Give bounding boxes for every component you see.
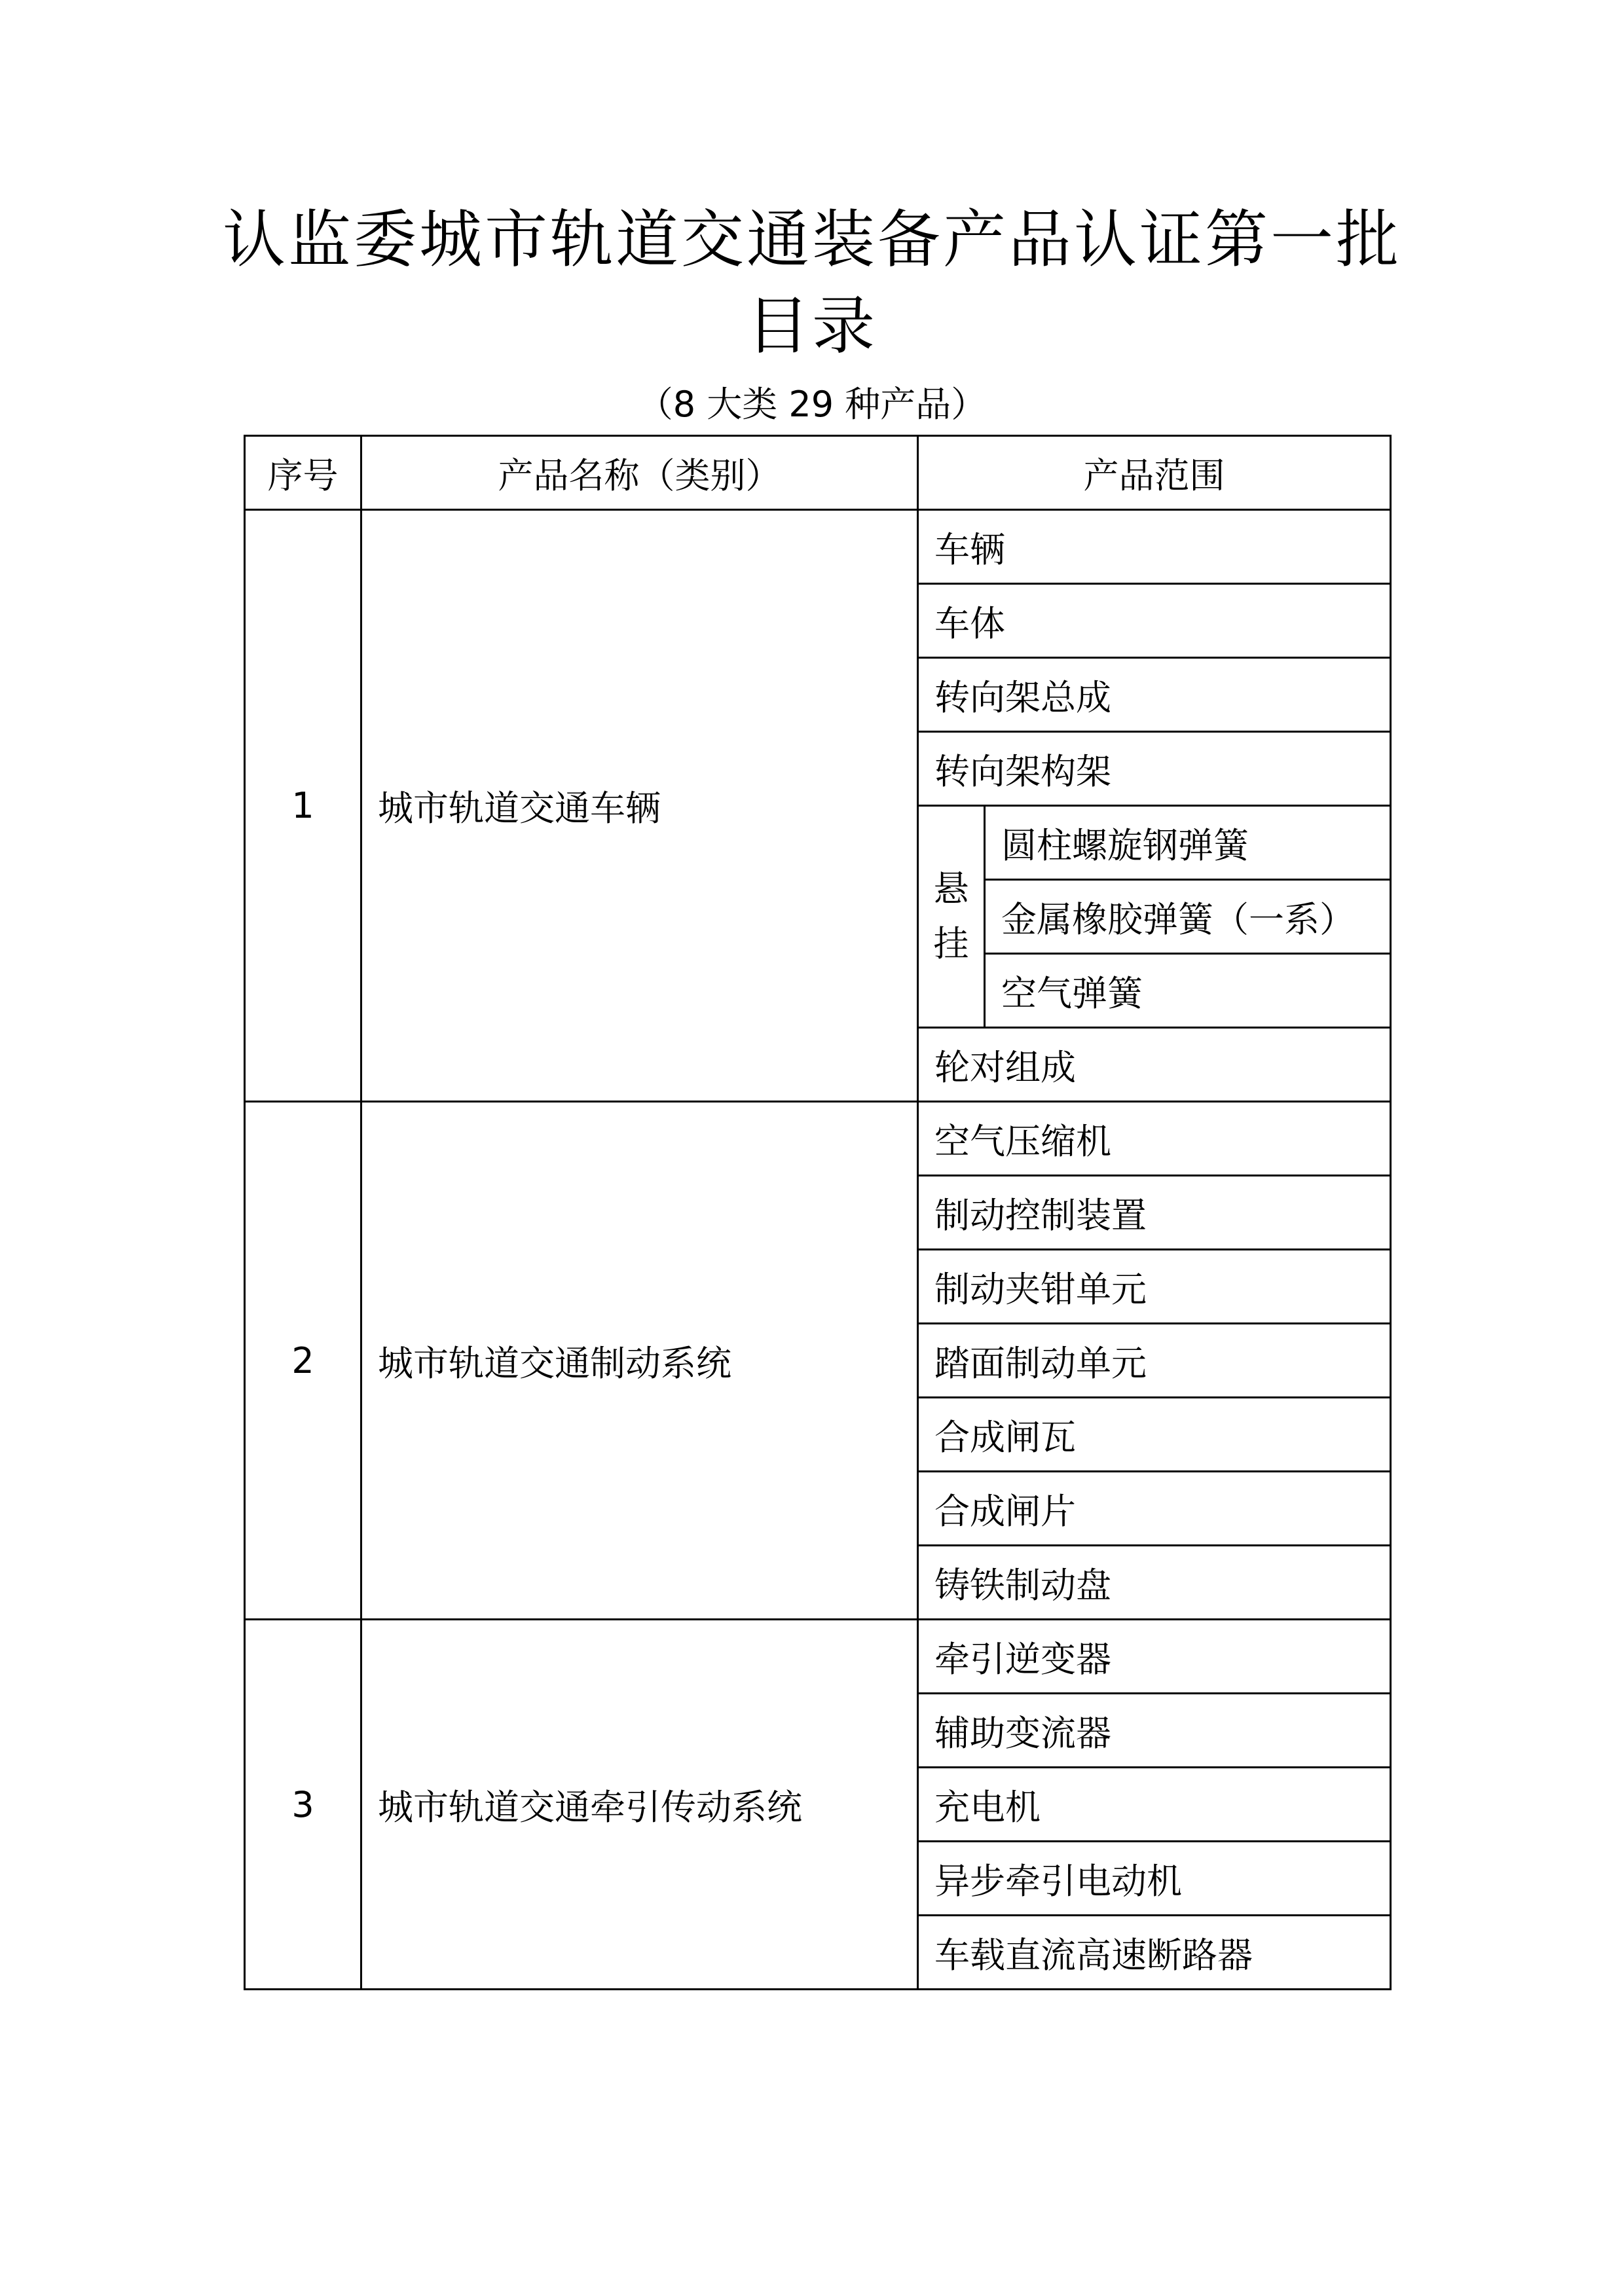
table-row bbox=[245, 1620, 1391, 1694]
header-row bbox=[245, 436, 1391, 510]
scope-item: 圆柱螺旋钢弹簧 bbox=[985, 806, 1391, 880]
title-line-1: 认监委城市轨道交通装备产品认证第一批 bbox=[223, 203, 1401, 276]
suspension-label-line-2: 挂 bbox=[933, 923, 969, 964]
scope-item: 合成闸片 bbox=[918, 1472, 1391, 1546]
scope-item: 车辆 bbox=[918, 510, 1391, 584]
scope-item: 牵引逆变器 bbox=[918, 1620, 1391, 1694]
scope-item: 车体 bbox=[918, 584, 1391, 658]
document-title bbox=[0, 196, 1624, 369]
catalog-table bbox=[244, 435, 1392, 1990]
header-no: 序号 bbox=[245, 436, 361, 510]
group-name: 城市轨道交通牵引传动系统 bbox=[361, 1620, 918, 1990]
scope-item: 金属橡胶弹簧（一系） bbox=[985, 880, 1391, 954]
table-row bbox=[245, 1102, 1391, 1176]
group-number: 3 bbox=[245, 1620, 361, 1990]
header-name: 产品名称（类别） bbox=[361, 436, 918, 510]
scope-item: 轮对组成 bbox=[918, 1028, 1391, 1102]
group-name: 城市轨道交通车辆 bbox=[361, 510, 918, 1102]
table-row bbox=[245, 510, 1391, 584]
scope-item: 辅助变流器 bbox=[918, 1694, 1391, 1768]
document-subtitle: （8 大类 29 种产品） bbox=[637, 384, 987, 425]
scope-item: 合成闸瓦 bbox=[918, 1398, 1391, 1472]
scope-item: 充电机 bbox=[918, 1768, 1391, 1842]
group-number: 2 bbox=[245, 1102, 361, 1620]
suspension-label-line-1: 悬 bbox=[933, 868, 969, 909]
scope-item: 铸铁制动盘 bbox=[918, 1546, 1391, 1620]
scope-item: 转向架总成 bbox=[918, 658, 1391, 732]
scope-item: 踏面制动单元 bbox=[918, 1324, 1391, 1398]
title-line-2: 目录 bbox=[747, 289, 877, 363]
scope-item: 空气压缩机 bbox=[918, 1102, 1391, 1176]
group-name: 城市轨道交通制动系统 bbox=[361, 1102, 918, 1620]
group-number: 1 bbox=[245, 510, 361, 1102]
suspension-label bbox=[918, 806, 985, 1028]
scope-item: 制动控制装置 bbox=[918, 1176, 1391, 1250]
scope-item: 制动夹钳单元 bbox=[918, 1250, 1391, 1324]
scope-item: 异步牵引电动机 bbox=[918, 1842, 1391, 1916]
scope-item: 空气弹簧 bbox=[985, 954, 1391, 1028]
scope-item: 车载直流高速断路器 bbox=[918, 1916, 1391, 1990]
header-scope: 产品范围 bbox=[918, 436, 1391, 510]
scope-item: 转向架构架 bbox=[918, 732, 1391, 806]
